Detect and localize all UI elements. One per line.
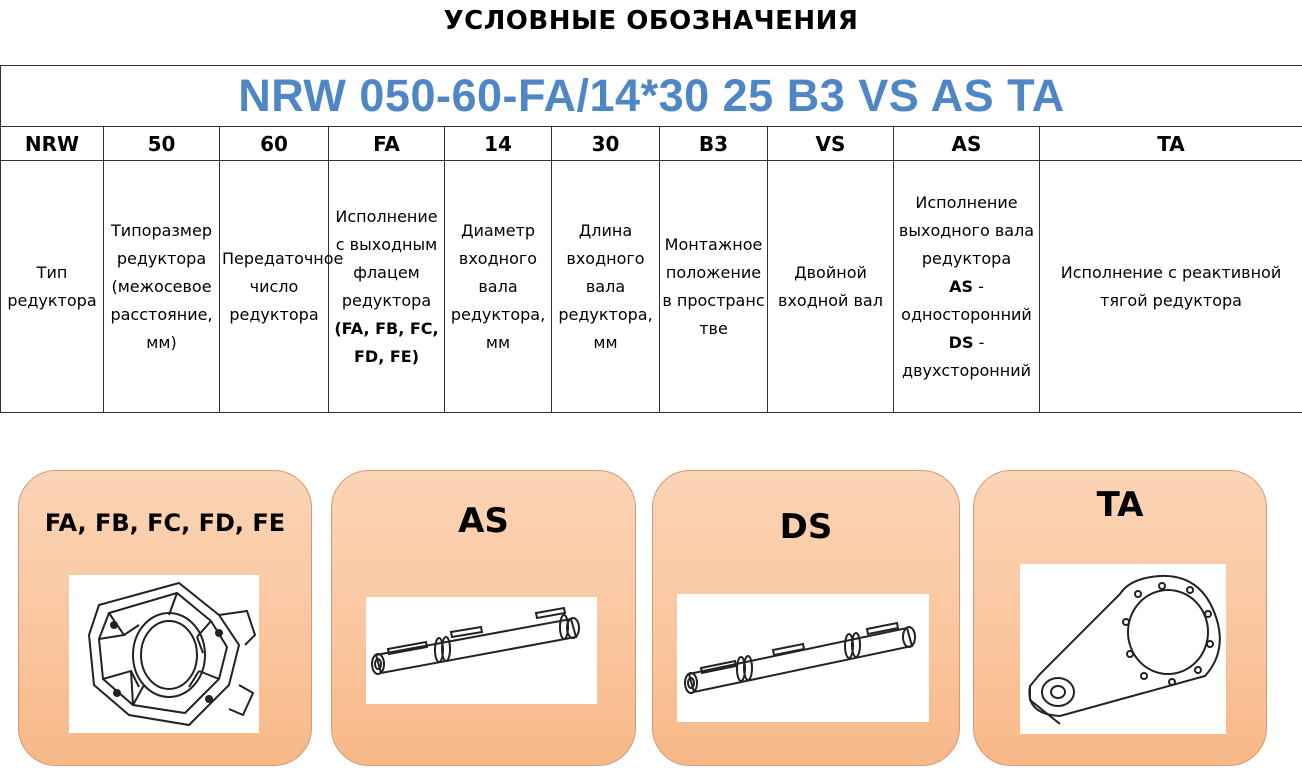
code-header-row	[1, 127, 1302, 161]
desc-ratio: Передаточное число редуктора	[220, 161, 329, 413]
desc-flange: Исполнение с выходным флацем редуктора (FA, FB, FC, FD, FE)	[329, 161, 445, 413]
ta-card	[973, 470, 1267, 766]
desc-input-length: Длина входного вала редуктора, мм	[552, 161, 660, 413]
desc-torque-arm: Исполнение с реактивной тягой редуктора	[1040, 161, 1302, 413]
desc-mounting: Монтажное положение в пространстве	[660, 161, 768, 413]
as-code: AS	[949, 276, 974, 296]
code-torque-arm: TA	[1040, 127, 1302, 161]
ta-card-title: TA	[1096, 485, 1144, 525]
as-shaft-image	[366, 597, 597, 704]
description-row	[1, 161, 1302, 413]
code-input-diameter: 14	[445, 127, 552, 161]
desc-size: Типоразмер редуктора (межосевое расстояние, мм)	[104, 161, 220, 413]
designation-table	[0, 65, 1302, 413]
code-size: 50	[104, 127, 220, 161]
code-input-length: 30	[552, 127, 660, 161]
code-double-input: VS	[768, 127, 894, 161]
ds-card	[652, 470, 960, 766]
torque-arm-image	[1020, 564, 1226, 734]
ds-code: DS	[948, 332, 974, 352]
desc-nrw: Тип редуктора	[1, 161, 104, 413]
designation-example: NRW 050-60-FA/14*30 25 B3 VS AS TA	[1, 66, 1302, 127]
flange-options: (FA, FB, FC, FD, FE)	[334, 318, 439, 366]
flange-card-title: FA, FB, FC, FD, FE	[44, 509, 286, 537]
code-output-shaft: AS	[894, 127, 1040, 161]
ds-shaft-image	[677, 594, 929, 722]
desc-input-diameter: Диаметр входного вала редуктора, мм	[445, 161, 552, 413]
desc-double-input: Двойной входной вал	[768, 161, 894, 413]
code-flange: FA	[329, 127, 445, 161]
code-nrw: NRW	[1, 127, 104, 161]
as-card	[331, 470, 636, 766]
as-card-title: AS	[458, 501, 509, 541]
ds-card-title: DS	[779, 507, 833, 547]
code-ratio: 60	[220, 127, 329, 161]
flange-image	[69, 575, 259, 733]
desc-output-shaft: Исполнение выходного вала редуктора AS - односторонний DS - двухсторонний	[894, 161, 1040, 413]
page-title: УСЛОВНЫЕ ОБОЗНАЧЕНИЯ	[443, 6, 859, 36]
flange-card	[18, 470, 312, 766]
code-mounting: B3	[660, 127, 768, 161]
